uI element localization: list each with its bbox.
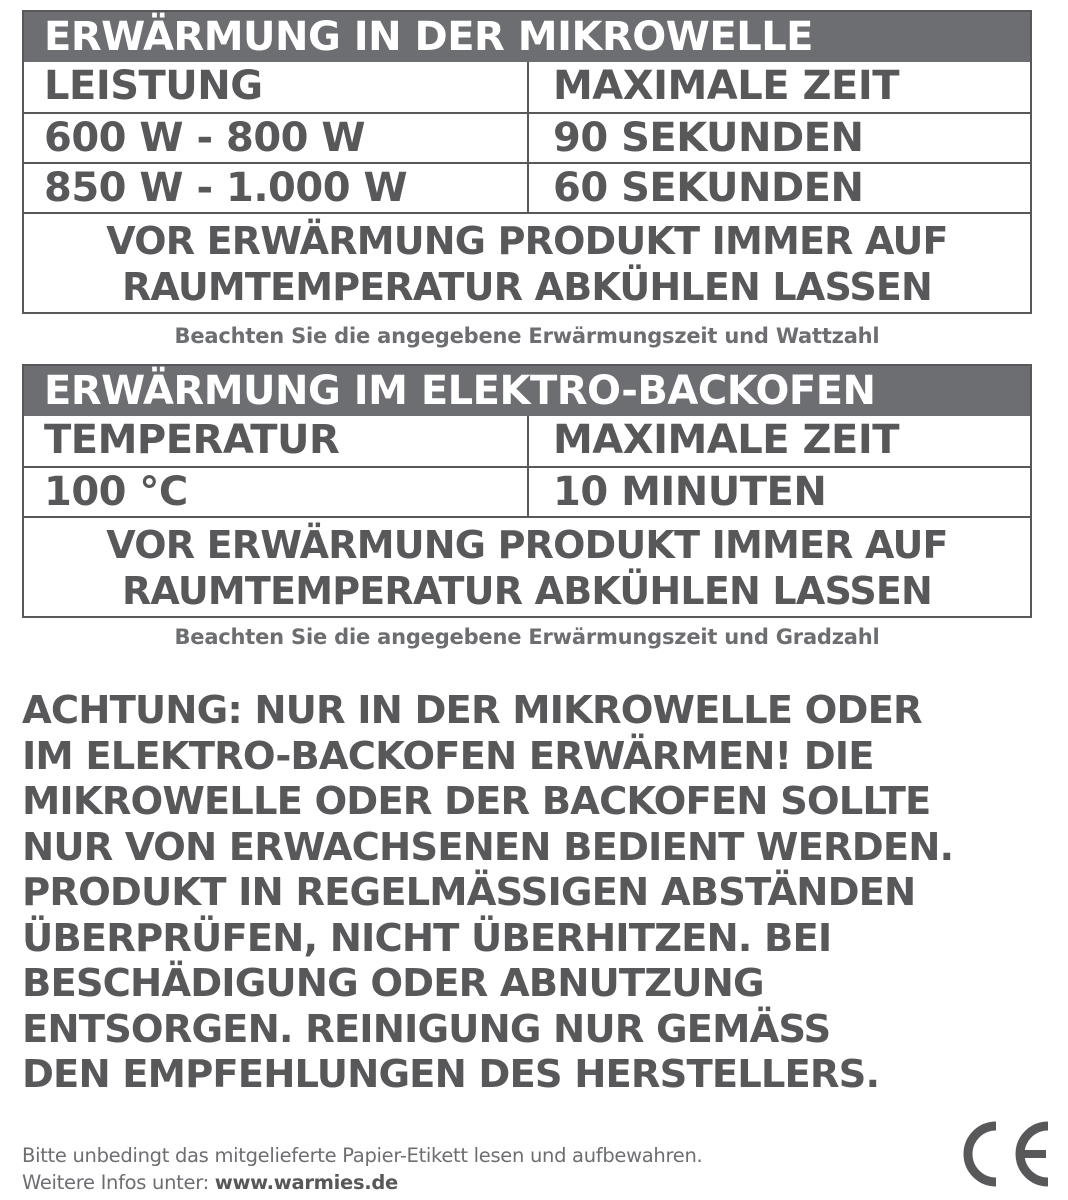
- warning-line: ACHTUNG: NUR IN DER MIKROWELLE ODER: [22, 688, 922, 733]
- oven-cooling-note: [24, 516, 1030, 616]
- note-line: VOR ERWÄRMUNG PRODUKT IMMER AUF: [106, 523, 948, 567]
- microwave-table: [22, 10, 1032, 314]
- warning-line: PRODUKT IN REGELMÄSSIGEN ABSTÄNDEN: [22, 870, 916, 915]
- warning-line: BESCHÄDIGUNG ODER ABNUTZUNG: [22, 961, 764, 1006]
- oven-temperature-cell: 100 °C: [24, 468, 529, 516]
- note-line: RAUMTEMPERATUR ABKÜHLEN LASSEN: [121, 569, 933, 613]
- oven-caption: Beachten Sie die angegebene Erwärmungszeit und Gradzahl: [174, 625, 880, 649]
- table-row: [24, 466, 1030, 516]
- warning-text: [22, 688, 1052, 1098]
- warning-line: ENTSORGEN. REINIGUNG NUR GEMÄSS: [22, 1006, 831, 1052]
- note-line: VOR ERWÄRMUNG PRODUKT IMMER AUF: [106, 219, 948, 263]
- warning-line: ÜBERPRÜFEN, NICHT ÜBERHITZEN. BEI: [22, 915, 832, 961]
- microwave-time-cell: 90 SEKUNDEN: [553, 115, 864, 161]
- website-link[interactable]: www.warmies.de: [214, 1171, 398, 1194]
- warning-line: IM ELEKTRO-BACKOFEN ERWÄRMEN! DIE: [22, 733, 874, 779]
- oven-time-cell: 10 MINUTEN: [553, 469, 827, 515]
- oven-header-row: [24, 416, 1030, 466]
- microwave-time-cell: 60 SEKUNDEN: [553, 165, 864, 211]
- warning-line: NUR VON ERWACHSENEN BEDIENT WERDEN.: [22, 824, 954, 870]
- oven-table: [22, 364, 1032, 618]
- microwave-cooling-note: [24, 212, 1030, 312]
- footer-info-line: [22, 1169, 702, 1196]
- microwave-col-right: MAXIMALE ZEIT: [553, 63, 899, 109]
- microwave-title: ERWÄRMUNG IN DER MIKROWELLE: [24, 12, 1030, 62]
- table-row: [24, 162, 1030, 212]
- microwave-power-cell: 600 W - 800 W: [24, 114, 529, 162]
- footer-read-label-note: Bitte unbedingt das mitgelieferte Papier-Etikett lesen und aufbewahren.: [22, 1144, 703, 1167]
- footer-info-prefix: Weitere Infos unter:: [22, 1171, 215, 1194]
- table-row: [24, 112, 1030, 162]
- oven-col-left: TEMPERATUR: [24, 416, 529, 466]
- oven-title: ERWÄRMUNG IM ELEKTRO-BACKOFEN: [24, 366, 1030, 416]
- microwave-col-left: LEISTUNG: [24, 62, 529, 112]
- microwave-header-row: [24, 62, 1030, 112]
- warning-line: MIKROWELLE ODER DER BACKOFEN SOLLTE: [22, 779, 931, 824]
- footer: [22, 1142, 702, 1196]
- warning-line: DEN EMPFEHLUNGEN DES HERSTELLERS.: [22, 1052, 880, 1097]
- note-line: RAUMTEMPERATUR ABKÜHLEN LASSEN: [121, 265, 933, 309]
- oven-col-right: MAXIMALE ZEIT: [553, 417, 899, 463]
- microwave-power-cell: 850 W - 1.000 W: [24, 164, 529, 212]
- ce-mark-icon: [952, 1116, 1052, 1192]
- microwave-caption: Beachten Sie die angegebene Erwärmungszeit und Wattzahl: [174, 324, 880, 348]
